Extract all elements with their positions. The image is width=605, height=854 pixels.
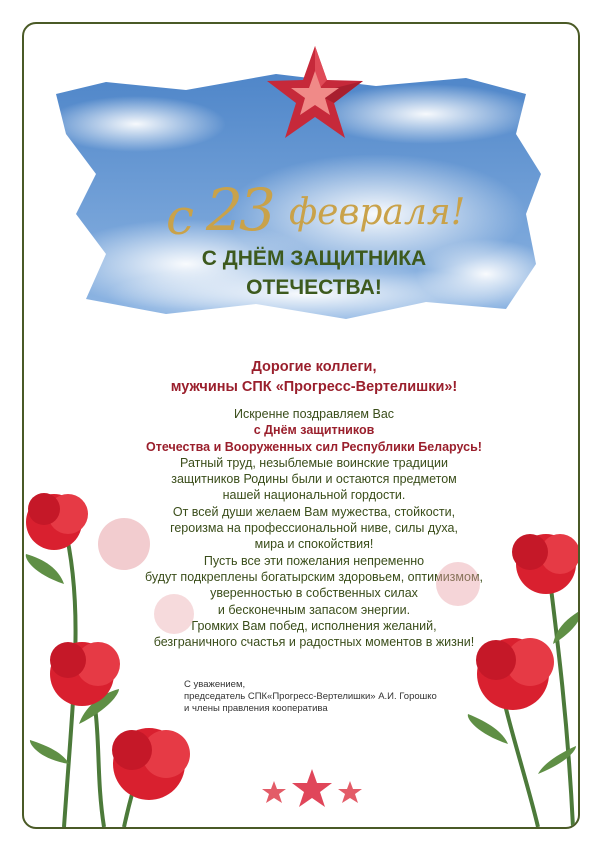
greeting-card — [22, 22, 580, 829]
small-star-icon — [260, 769, 364, 809]
greeting-line: мужчины СПК «Прогресс-Вертелишки»! — [170, 379, 458, 395]
text-line-emphasis: Отечества и Вооруженных сил Республики Беларусь! — [146, 439, 482, 454]
text-line: От всей души желаем Вам мужества, стойкости, — [172, 504, 456, 519]
date-month: февраля! — [289, 192, 466, 233]
text-line: мира и спокойствия! — [254, 537, 374, 552]
greeting-title — [104, 357, 524, 397]
signature-line: и члены правления кооператива — [184, 703, 328, 714]
text-line: будут подкреплены богатырским здоровьем, оптимизмом, — [144, 569, 484, 584]
carnation-flower-icon — [418, 524, 578, 827]
signature-line: С уважением, — [184, 679, 246, 690]
text-line: уверенностью в собственных силах — [210, 586, 418, 601]
date-number: 23 — [206, 176, 272, 244]
text-line: Ратный труд, незыблемые воинские традиции — [180, 455, 448, 470]
carnation-flower-icon — [24, 464, 224, 827]
text-line-emphasis: с Днём защитников — [253, 423, 375, 438]
holiday-headline — [144, 244, 484, 302]
greeting-line: Дорогие коллеги, — [251, 359, 377, 375]
date-prefix: с — [166, 188, 195, 246]
headline-line: С ДНЁМ ЗАЩИТНИКА — [201, 247, 427, 270]
holiday-date — [164, 176, 464, 246]
text-line: нашей национальной гордости. — [222, 488, 406, 503]
text-line: героизма на профессиональной ниве, силы духа, — [170, 521, 458, 536]
text-line: защитников Родины были и остаются предметом — [171, 472, 457, 487]
signature-line: председатель СПК«Прогресс-Вертелишки» А.И. Горошко — [184, 691, 437, 702]
text-line: и бесконечным запасом энергии. — [217, 602, 411, 617]
text-line: Искренне поздравляем Вас — [233, 407, 395, 421]
headline-line: ОТЕЧЕСТВА! — [246, 276, 382, 299]
red-star-icon — [265, 46, 365, 141]
text-line: Пусть все эти пожелания непременно — [203, 553, 425, 568]
text-line: безграничного счастья и радостных моментов в жизни! — [153, 635, 475, 650]
text-line: Громких Вам побед, исполнения желаний, — [191, 618, 437, 633]
